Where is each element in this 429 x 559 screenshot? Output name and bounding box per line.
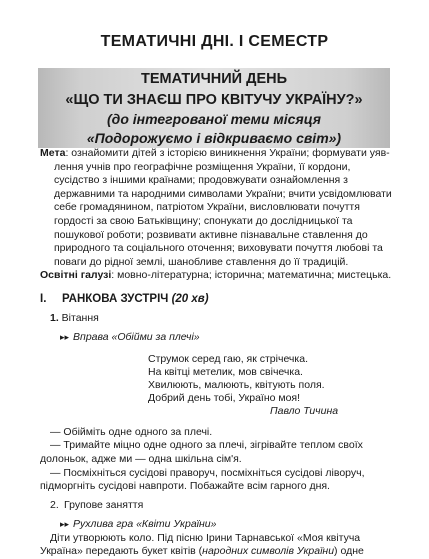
step-greeting xyxy=(50,312,392,326)
section-number: I. xyxy=(40,292,47,305)
poem-author: Павло Тичина xyxy=(270,404,339,417)
educational-fields-paragraph xyxy=(40,269,392,283)
goal-text: : ознайомити дітей з історією виникнення України; формувати уявлення учнів про географічне розміщення України, її кордони, сусідство з іншими країнами; продовжувати ознайомлення з державними та народними символами України; вчити усвідомлювати себе громадянином, патріотом України, висловлювати почуття гордості за свою Батьківщину; спонукати до дослідницької та пошукової роботи; розвивати активне пізнавальне ставлення до природного та соціального оточення; виховувати почуття любові та поваги до рідної землі, шанобливе ставлення до її традицій. xyxy=(54,147,392,268)
thematic-day-heading xyxy=(38,68,390,148)
double-arrow-icon: ▸▸ xyxy=(60,519,70,530)
section-duration: (20 хв) xyxy=(171,292,209,305)
game-text-part2: ) одне xyxy=(334,545,364,558)
educational-fields-text: : мовно-літературна; історична; математична; мистецька. xyxy=(111,269,392,282)
instruction-paragraph: — Посміхніться сусідові праворуч, посміхніться сусідові ліворуч, підморгніть сусідові навпроти. Побажайте всім гарного дня. xyxy=(40,466,365,493)
document-body xyxy=(40,147,392,559)
day-subheading-line1: (до інтегрованої теми місяця xyxy=(107,111,321,127)
poem-line: На квітці метелик, мов свічечка. xyxy=(148,365,303,378)
step-label: Вітання xyxy=(58,311,99,324)
step-label: Групове заняття xyxy=(64,498,144,511)
exercise-hugs xyxy=(60,331,392,345)
instruction-paragraph: — Обійміть одне одного за плечі. xyxy=(50,425,213,438)
instruction-paragraph: — Тримайте міцно одне одного за плечі, зігрівайте теплом своїх долоньок, адже ми — одна шкільна сім'я. xyxy=(40,439,363,465)
poem-line: Хвилюють, малюють, квітують поля. xyxy=(148,378,325,391)
day-subheading-line2: «Подорожуємо і відкриваємо світ») xyxy=(86,130,342,146)
step-group-lesson xyxy=(50,499,392,513)
educational-fields-label: Освітні галузі xyxy=(40,269,112,282)
exercise-name: Рухлива гра «Квіти України» xyxy=(73,518,217,531)
game-description-paragraph xyxy=(40,532,392,559)
poem-line: Струмок серед гаю, як стрічечка. xyxy=(148,352,308,365)
goal-label: Мета xyxy=(40,147,66,159)
day-heading-line2: «ЩО ТИ ЗНАЄШ ПРО КВІТУЧУ УКРАЇНУ?» xyxy=(65,92,363,108)
step-number: 1. xyxy=(50,311,59,324)
poem-line: Добрий день тобі, Україно моя! xyxy=(148,391,301,404)
poem xyxy=(148,353,392,418)
exercise-flowers-game xyxy=(60,518,392,532)
section-title: РАНКОВА ЗУСТРІЧ xyxy=(62,292,172,305)
exercise-name: Вправа «Обійми за плечі» xyxy=(73,331,200,344)
page-header-title: ТЕМАТИЧНІ ДНІ. І СЕМЕСТР xyxy=(100,33,329,50)
game-text-italic: народних символів України xyxy=(202,545,335,558)
section-heading-morning-meeting xyxy=(40,293,392,307)
goal-paragraph xyxy=(40,147,392,269)
step-number: 2. xyxy=(50,498,59,511)
double-arrow-icon: ▸▸ xyxy=(60,332,70,343)
game-text-part1: Діти утворюють коло. Під пісню Ірини Тарнавської «Моя квітуча Україна» передають букет квітів ( xyxy=(40,531,361,558)
day-heading-line1: ТЕМАТИЧНИЙ ДЕНЬ xyxy=(140,71,288,87)
